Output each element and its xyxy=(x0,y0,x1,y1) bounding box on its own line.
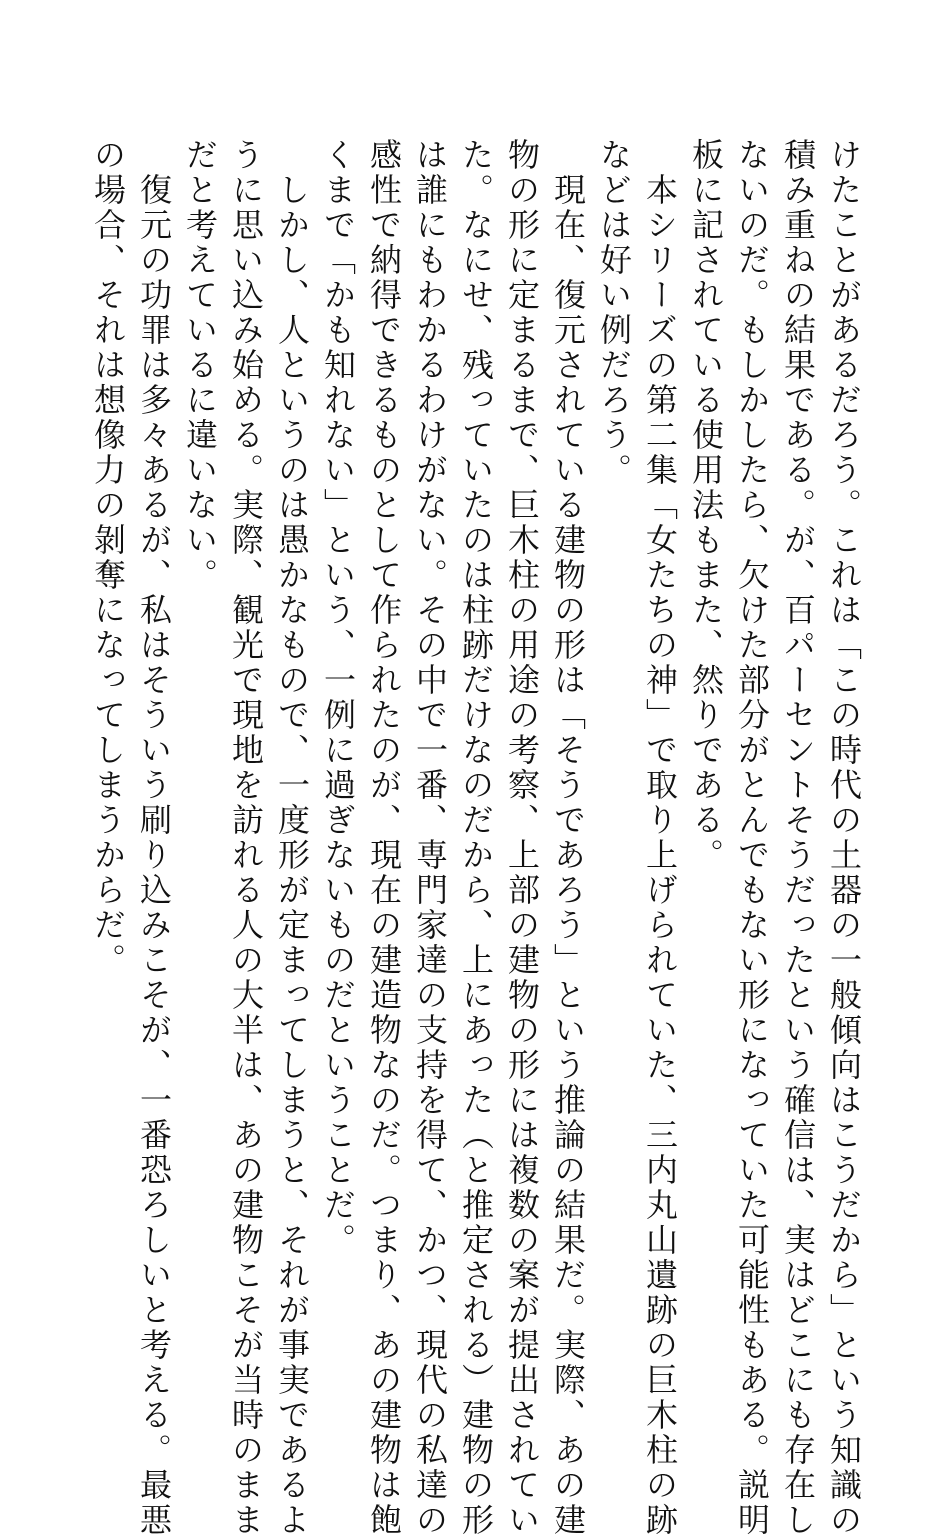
text-line: は誰にもわかるわけがない。その中で一番、専門家達の支持を得て、かつ、現代の私達の xyxy=(411,138,449,1538)
text-line: 積み重ねの結果である。が、百パーセントそうだったという確信は、実はどこにも存在し xyxy=(779,138,817,1538)
text-line: 物の形に定まるまで、巨木柱の用途の考察、上部の建物の形には複数の案が提出されてい xyxy=(503,138,541,1538)
text-line: だと考えているに違いない。 xyxy=(181,138,219,593)
text-line: 本シリーズの第二集「女たちの神」で取り上げられていた、三内丸山遺跡の巨木柱の跡 xyxy=(641,138,679,1538)
text-line: の場合、それは想像力の剝奪になってしまうからだ。 xyxy=(89,138,127,978)
text-line: 板に記されている使用法もまた、然りである。 xyxy=(687,138,725,873)
text-line: 復元の功罪は多々あるが、私はそういう刷り込みこそが、一番恐ろしいと考える。最悪 xyxy=(135,138,173,1538)
text-line: た。なにせ、残っていたのは柱跡だけなのだから、上にあった（と推定される）建物の形 xyxy=(457,138,495,1538)
text-line: くまで「かも知れない」という、一例に過ぎないものだということだ。 xyxy=(319,138,357,1258)
vertical-text-body xyxy=(85,138,867,1538)
text-line: 感性で納得できるものとして作られたのが、現在の建造物なのだ。つまり、あの建物は飽 xyxy=(365,138,403,1538)
text-line: などは好い例だろう。 xyxy=(595,138,633,488)
text-line: 現在、復元されている建物の形は「そうであろう」という推論の結果だ。実際、あの建 xyxy=(549,138,587,1538)
text-line: ないのだ。もしかしたら、欠けた部分がとんでもない形になっていた可能性もある。説明 xyxy=(733,138,771,1538)
text-line: しかし、人というのは愚かなもので、一度形が定まってしまうと、それが事実であるよ xyxy=(273,138,311,1538)
text-line: うに思い込み始める。実際、観光で現地を訪れる人の大半は、あの建物こそが当時のまま xyxy=(227,138,265,1538)
text-line: けたことがあるだろう。これは「この時代の土器の一般傾向はこうだから」という知識の xyxy=(825,138,863,1538)
